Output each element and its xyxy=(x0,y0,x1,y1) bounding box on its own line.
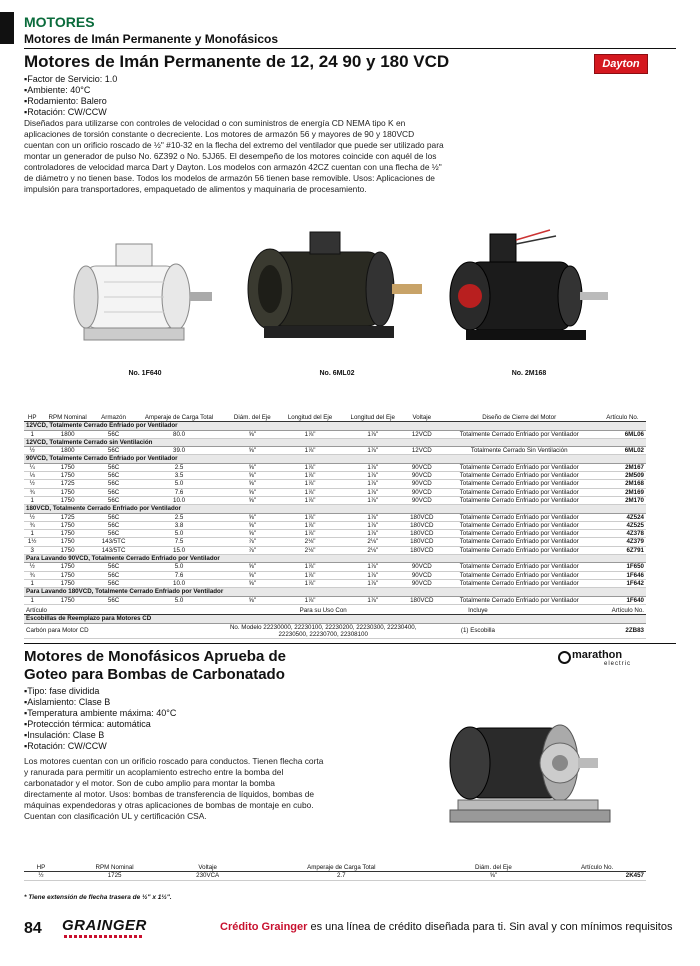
credit-brand: Crédito Grainger xyxy=(220,921,308,933)
feature-item: ▪ Factor de Servicio: 1.0 xyxy=(24,74,117,85)
article-number: 2M170 xyxy=(599,496,646,504)
col-header: RPM Nominal xyxy=(40,414,95,422)
table-cell: 1⅞" xyxy=(279,488,342,496)
table-cell: ⅝" xyxy=(226,480,279,488)
table-cell: 56C xyxy=(95,563,132,571)
table-cell: ⅓ xyxy=(24,472,40,480)
table-group-label: 12VCD, Totalmente Cerrado Enfriado por Ventilador xyxy=(24,422,646,430)
table-row xyxy=(24,488,646,496)
table-cell: 3.5 xyxy=(132,472,226,480)
table-cell: 3 xyxy=(24,546,40,554)
article-number: 6ML06 xyxy=(599,430,646,438)
motor-photo-white xyxy=(64,222,214,360)
col-header: Para su Uso Con xyxy=(226,607,420,615)
col-header: Artículo No. xyxy=(599,414,646,422)
article-number: 6Z791 xyxy=(599,546,646,554)
col-header: Incluye xyxy=(420,607,536,615)
table-cell: 1⅞" xyxy=(279,480,342,488)
table-cell: ⅝" xyxy=(226,521,279,529)
table-group-label: Para Lavando 180VCD, Totalmente Cerrado Enfriado por Ventilador xyxy=(24,588,646,596)
table-cell: ½ xyxy=(24,872,58,880)
article-number: 2M509 xyxy=(599,472,646,480)
table-cell: ⅝" xyxy=(226,596,279,604)
table-cell: ⅝" xyxy=(226,571,279,579)
table-cell: 7.6 xyxy=(132,571,226,579)
table-cell: 1⅞" xyxy=(341,513,404,521)
table-cell: 180VCD xyxy=(404,513,439,521)
page-number: 84 xyxy=(24,920,42,937)
credit-text: es una línea de crédito diseñada para ti. Sin aval y con mínimos requisitos xyxy=(307,921,673,933)
marathon-logo-icon xyxy=(558,651,571,664)
table-group-label: 12VCD, Totalmente Cerrado sin Ventilación xyxy=(24,438,646,446)
feature-item: ▪ Ambiente: 40°C xyxy=(24,85,117,96)
table-cell: Totalmente Cerrado Sin Ventilación xyxy=(440,447,599,455)
article-number: 2M168 xyxy=(599,480,646,488)
motor-photo-black-large xyxy=(240,222,430,360)
article-number: 6ML02 xyxy=(599,447,646,455)
table-cell: 1⅞" xyxy=(341,447,404,455)
table-cell: 1⅞" xyxy=(341,480,404,488)
col-header: Artículo No. xyxy=(536,607,646,615)
article-number: 1F640 xyxy=(599,596,646,604)
table-cell: 90VCD xyxy=(404,472,439,480)
feature-item: ▪ Rotación: CW/CCW xyxy=(24,741,176,752)
table-cell: 1750 xyxy=(40,571,95,579)
table-group-label: Para Lavando 90VCD, Totalmente Cerrado Enfriado por Ventilador xyxy=(24,555,646,563)
table-cell: 1⅞" xyxy=(341,496,404,504)
table-cell: ½ xyxy=(24,447,40,455)
table-cell: 5.0 xyxy=(132,480,226,488)
section1-features xyxy=(24,74,117,118)
table-cell: Totalmente Cerrado Enfriado por Ventilador xyxy=(440,596,599,604)
section2-title: Motores de Monofásicos Aprueba de Goteo para Bombas de Carbonatado xyxy=(24,648,286,683)
table-group-label: Escobillas de Reemplazo para Motores CD xyxy=(24,615,646,623)
table-cell: 1⅞" xyxy=(279,513,342,521)
table-cell: Totalmente Cerrado Enfriado por Ventilador xyxy=(440,538,599,546)
table-cell: 1750 xyxy=(40,496,95,504)
table-cell: 180VCD xyxy=(404,521,439,529)
table-cell: 1⅞" xyxy=(279,596,342,604)
table-cell: 1⅞" xyxy=(341,579,404,587)
dc-motors-spec-table xyxy=(24,414,646,605)
table-cell: 2⅛" xyxy=(279,546,342,554)
article-number: 4Z378 xyxy=(599,530,646,538)
table-cell: ⅝" xyxy=(226,430,279,438)
table-cell: 2.7 xyxy=(244,872,439,880)
table-cell: 1⅞" xyxy=(341,430,404,438)
col-header: Voltaje xyxy=(171,864,244,872)
table-cell: 1⅞" xyxy=(279,430,342,438)
table-row xyxy=(24,463,646,471)
article-number: 1F650 xyxy=(599,563,646,571)
table-cell: 1750 xyxy=(40,472,95,480)
table-cell: ⅝" xyxy=(226,447,279,455)
table-cell: 2.5 xyxy=(132,463,226,471)
col-header: Amperaje de Carga Total xyxy=(132,414,226,422)
table-cell: 1725 xyxy=(40,513,95,521)
table-cell: ⅞" xyxy=(226,538,279,546)
table-cell: 7.5 xyxy=(132,538,226,546)
table-cell: Totalmente Cerrado Enfriado por Ventilador xyxy=(440,579,599,587)
table-cell: ⅝" xyxy=(226,472,279,480)
table-cell: ½ xyxy=(24,563,40,571)
table-cell: 1⅞" xyxy=(279,563,342,571)
table-cell: Totalmente Cerrado Enfriado por Ventilador xyxy=(440,546,599,554)
table-cell: Totalmente Cerrado Enfriado por Ventilador xyxy=(440,496,599,504)
table-cell: 56C xyxy=(95,513,132,521)
table-cell: ½ xyxy=(24,513,40,521)
table-cell: 56C xyxy=(95,480,132,488)
table-cell: 1800 xyxy=(40,430,95,438)
table-cell: Totalmente Cerrado Enfriado por Ventilador xyxy=(440,488,599,496)
article-number: 4Z524 xyxy=(599,513,646,521)
table-cell: 1750 xyxy=(40,463,95,471)
table-cell: 56C xyxy=(95,488,132,496)
table-cell: Totalmente Cerrado Enfriado por Ventilador xyxy=(440,563,599,571)
table-cell: ⅝" xyxy=(439,872,549,880)
table-cell: 180VCD xyxy=(404,530,439,538)
table-cell: 56C xyxy=(95,530,132,538)
feature-item: ▪ Tipo: fase dividida xyxy=(24,686,176,697)
table-row xyxy=(24,513,646,521)
grainger-logo-stripe xyxy=(64,935,144,938)
motor-photo-black-small xyxy=(440,222,620,360)
table-cell: 39.0 xyxy=(132,447,226,455)
article-number: 4Z379 xyxy=(599,538,646,546)
section2-features xyxy=(24,686,176,752)
article-number: 2M167 xyxy=(599,463,646,471)
table-cell: 5.0 xyxy=(132,563,226,571)
table-cell: 5.0 xyxy=(132,530,226,538)
table-cell: Totalmente Cerrado Enfriado por Ventilador xyxy=(440,472,599,480)
table-cell: 143/5TC xyxy=(95,546,132,554)
table-cell: 1⅞" xyxy=(279,447,342,455)
table-cell: 56C xyxy=(95,521,132,529)
category-subtitle: Motores de Imán Permanente y Monofásicos xyxy=(24,32,279,46)
table-cell: 1750 xyxy=(40,579,95,587)
table-cell: 1 xyxy=(24,430,40,438)
table-cell: 1⅞" xyxy=(341,521,404,529)
table-cell: 56C xyxy=(95,463,132,471)
col-header: Voltaje xyxy=(404,414,439,422)
table-cell: 1⅞" xyxy=(279,496,342,504)
table-row xyxy=(24,472,646,480)
table-cell: 1750 xyxy=(40,546,95,554)
table-row xyxy=(24,596,646,604)
table-cell: ⅝" xyxy=(226,463,279,471)
table-cell: No. Modelo 22230000, 22230100, 22230200, 22230300, 22230400, 22230500, 22230700, 22308100 xyxy=(226,623,420,639)
table-cell: Totalmente Cerrado Enfriado por Ventilador xyxy=(440,480,599,488)
col-header: Amperaje de Carga Total xyxy=(244,864,439,872)
table-row xyxy=(24,496,646,504)
table-cell: Totalmente Cerrado Enfriado por Ventilador xyxy=(440,571,599,579)
marathon-logo-sub: electric xyxy=(604,661,632,667)
photo-caption: No. 2M168 xyxy=(511,370,547,377)
footnote: * Tiene extensión de flecha trasera de ½" x 1½". xyxy=(24,894,172,901)
table-cell: ½ xyxy=(24,480,40,488)
article-number: 1F642 xyxy=(599,579,646,587)
table-cell: 1750 xyxy=(40,563,95,571)
table-row xyxy=(24,546,646,554)
table-cell: 1½ xyxy=(24,538,40,546)
table-cell: Totalmente Cerrado Enfriado por Ventilador xyxy=(440,430,599,438)
pump-motor-table xyxy=(24,864,646,881)
table-cell: 1⅞" xyxy=(341,472,404,480)
table-cell: ¼ xyxy=(24,463,40,471)
feature-item: ▪ Rotación: CW/CCW xyxy=(24,107,117,118)
table-row xyxy=(24,430,646,438)
table-cell: 1⅞" xyxy=(279,521,342,529)
table-cell: 90VCD xyxy=(404,480,439,488)
feature-item: ▪ Temperatura ambiente máxima: 40°C xyxy=(24,708,176,719)
table-cell: 1⅞" xyxy=(279,472,342,480)
dayton-logo: Dayton xyxy=(594,54,648,74)
table-cell: 1⅞" xyxy=(341,463,404,471)
table-row xyxy=(24,530,646,538)
section1-description: Diseñados para utilizarse con controles de velocidad o con suministros de energía CD NEMA tipo K en aplicaciones de torsión constante o decreciente. Los motores de armazón 56 y mayores de 90 y 180VCD cuentan con un orificio roscado de ½" #10-32 en la flecha del extremo del ventilador que puede ser utilizado para montar un generador de pulso No. 6Z392 o No. 5JJ65. El desempeño de los motores coincide con aquél de los controladores de velocidad marca Dart y Dayton. Los modelos con armazón 42CZ cuentan con una flecha de ½" de diámetro y no tienen base. Todos los modelos de armazón 56 tienen base removible. Usos: Aplicaciones de impulsión para transportadores, empaquetado de alimentos y maquinaria de procesamiento. xyxy=(24,118,444,194)
section-tab-marker xyxy=(0,12,14,44)
table-cell: 1⅞" xyxy=(279,463,342,471)
table-cell: 56C xyxy=(95,472,132,480)
table-cell: Totalmente Cerrado Enfriado por Ventilador xyxy=(440,463,599,471)
feature-item: ▪ Insulación: Clase B xyxy=(24,730,176,741)
table-cell: 1⅞" xyxy=(341,596,404,604)
table-cell: 12VCD xyxy=(404,430,439,438)
table-cell: 90VCD xyxy=(404,488,439,496)
table-cell: ¾ xyxy=(24,521,40,529)
section1-title: Motores de Imán Permanente de 12, 24 90 y 180 VCD xyxy=(24,52,450,71)
table-cell: Totalmente Cerrado Enfriado por Ventilador xyxy=(440,513,599,521)
table-cell: (1) Escobilla xyxy=(420,623,536,639)
table-cell: ⅝" xyxy=(226,563,279,571)
brushes-table xyxy=(24,607,646,639)
feature-item: ▪ Protección térmica: automática xyxy=(24,719,176,730)
table-cell: 10.0 xyxy=(132,579,226,587)
table-cell: 1750 xyxy=(40,530,95,538)
table-cell: 1 xyxy=(24,579,40,587)
table-cell: 7.6 xyxy=(132,488,226,496)
table-cell: 1⅞" xyxy=(279,579,342,587)
table-cell: 15.0 xyxy=(132,546,226,554)
col-header: Longitud del Eje xyxy=(341,414,404,422)
table-row xyxy=(24,480,646,488)
table-cell: 1725 xyxy=(58,872,171,880)
table-cell: 3.8 xyxy=(132,521,226,529)
table-cell: ⅝" xyxy=(226,579,279,587)
col-header: RPM Nominal xyxy=(58,864,171,872)
table-cell: ⅝" xyxy=(226,513,279,521)
photo-caption: No. 1F640 xyxy=(128,370,162,377)
footer-credit-text xyxy=(220,921,672,933)
table-group-label: 180VCD, Totalmente Cerrado Enfriado por Ventilador xyxy=(24,505,646,513)
table-row xyxy=(24,579,646,587)
table-cell: 230VCA xyxy=(171,872,244,880)
col-header: Artículo No. xyxy=(548,864,646,872)
table-cell: 143/5TC xyxy=(95,538,132,546)
table-cell: 56C xyxy=(95,579,132,587)
table-row xyxy=(24,447,646,455)
grainger-logo: GRAINGER xyxy=(62,917,147,934)
feature-item: ▪ Aislamiento: Clase B xyxy=(24,697,176,708)
article-number: 2M169 xyxy=(599,488,646,496)
table-cell: 1⅞" xyxy=(341,571,404,579)
table-cell: 10.0 xyxy=(132,496,226,504)
table-cell: 1⅞" xyxy=(341,563,404,571)
col-header: Diám. del Eje xyxy=(439,864,549,872)
table-cell: 1800 xyxy=(40,447,95,455)
table-cell: 2⅛" xyxy=(341,546,404,554)
table-cell: 56C xyxy=(95,430,132,438)
table-cell: ⅝" xyxy=(226,496,279,504)
category-title: MOTORES xyxy=(24,14,95,30)
table-cell: 90VCD xyxy=(404,579,439,587)
col-header: Diám. del Eje xyxy=(226,414,279,422)
table-cell: 1⅞" xyxy=(279,571,342,579)
table-cell: 2⅛" xyxy=(279,538,342,546)
table-row xyxy=(24,538,646,546)
header-divider xyxy=(24,48,676,49)
pump-motor-photo xyxy=(430,688,640,848)
table-cell: Totalmente Cerrado Enfriado por Ventilador xyxy=(440,521,599,529)
table-cell: 1750 xyxy=(40,488,95,496)
marathon-logo-text: marathon xyxy=(572,649,623,661)
table-cell: 1⅞" xyxy=(341,488,404,496)
table-cell: 1725 xyxy=(40,480,95,488)
table-cell: 90VCD xyxy=(404,496,439,504)
feature-item: ▪ Rodamiento: Balero xyxy=(24,96,117,107)
article-number: 4Z525 xyxy=(599,521,646,529)
table-cell: 1750 xyxy=(40,596,95,604)
table-cell: 5.0 xyxy=(132,596,226,604)
table-cell: 180VCD xyxy=(404,538,439,546)
section2-description: Los motores cuentan con un orificio roscado para conductos. Tienen flecha corta y ranurada para permitir un acoplamiento estrecho entre la bomba del carbonatador y el motor. Son de cubo amplio para montar la bomba directamente al motor. Usos: bombas de transferencia de líquidos, bombas de máquinas expendedoras y otras aplicaciones de bombas de montaje en cubo. Cuentan con clasificación UL y certificación CSA. xyxy=(24,756,324,821)
col-header: Artículo xyxy=(24,607,226,615)
table-cell: ⅝" xyxy=(226,488,279,496)
table-cell: 80.0 xyxy=(132,430,226,438)
table-row xyxy=(24,563,646,571)
table-cell: 12VCD xyxy=(404,447,439,455)
table-cell: 180VCD xyxy=(404,546,439,554)
table-cell: ⅞" xyxy=(226,546,279,554)
photo-caption: No. 6ML02 xyxy=(319,370,355,377)
table-cell: 1⅞" xyxy=(341,530,404,538)
table-row xyxy=(24,521,646,529)
section2-divider xyxy=(24,643,676,644)
table-cell: 180VCD xyxy=(404,596,439,604)
table-cell: 90VCD xyxy=(404,563,439,571)
table-cell: 56C xyxy=(95,596,132,604)
table-cell: Totalmente Cerrado Enfriado por Ventilador xyxy=(440,530,599,538)
table-cell: 56C xyxy=(95,571,132,579)
table-row xyxy=(24,571,646,579)
col-header: HP xyxy=(24,414,40,422)
col-header: Longitud del Eje xyxy=(279,414,342,422)
table-cell: 1 xyxy=(24,496,40,504)
table-cell: 1750 xyxy=(40,538,95,546)
article-number: 2K457 xyxy=(548,872,646,880)
col-header: Armazón xyxy=(95,414,132,422)
table-cell: 56C xyxy=(95,496,132,504)
table-cell: Carbón para Motor CD xyxy=(24,623,226,639)
table-cell: ⅝" xyxy=(226,530,279,538)
table-group-label: 90VCD, Totalmente Cerrado Enfriado por Ventilador xyxy=(24,455,646,463)
col-header: Diseño de Cierre del Motor xyxy=(440,414,599,422)
table-cell: 1⅞" xyxy=(279,530,342,538)
table-cell: 2⅛" xyxy=(341,538,404,546)
table-cell: 56C xyxy=(95,447,132,455)
table-cell: 90VCD xyxy=(404,463,439,471)
table-cell: 2.5 xyxy=(132,513,226,521)
table-cell: ¾ xyxy=(24,571,40,579)
marathon-logo xyxy=(558,648,648,672)
table-cell: ¾ xyxy=(24,488,40,496)
table-cell: 1750 xyxy=(40,521,95,529)
col-header: HP xyxy=(24,864,58,872)
table-cell: 1 xyxy=(24,596,40,604)
article-number: 1F646 xyxy=(599,571,646,579)
article-number: 2ZB83 xyxy=(536,623,646,639)
table-cell: 90VCD xyxy=(404,571,439,579)
table-cell: 1 xyxy=(24,530,40,538)
